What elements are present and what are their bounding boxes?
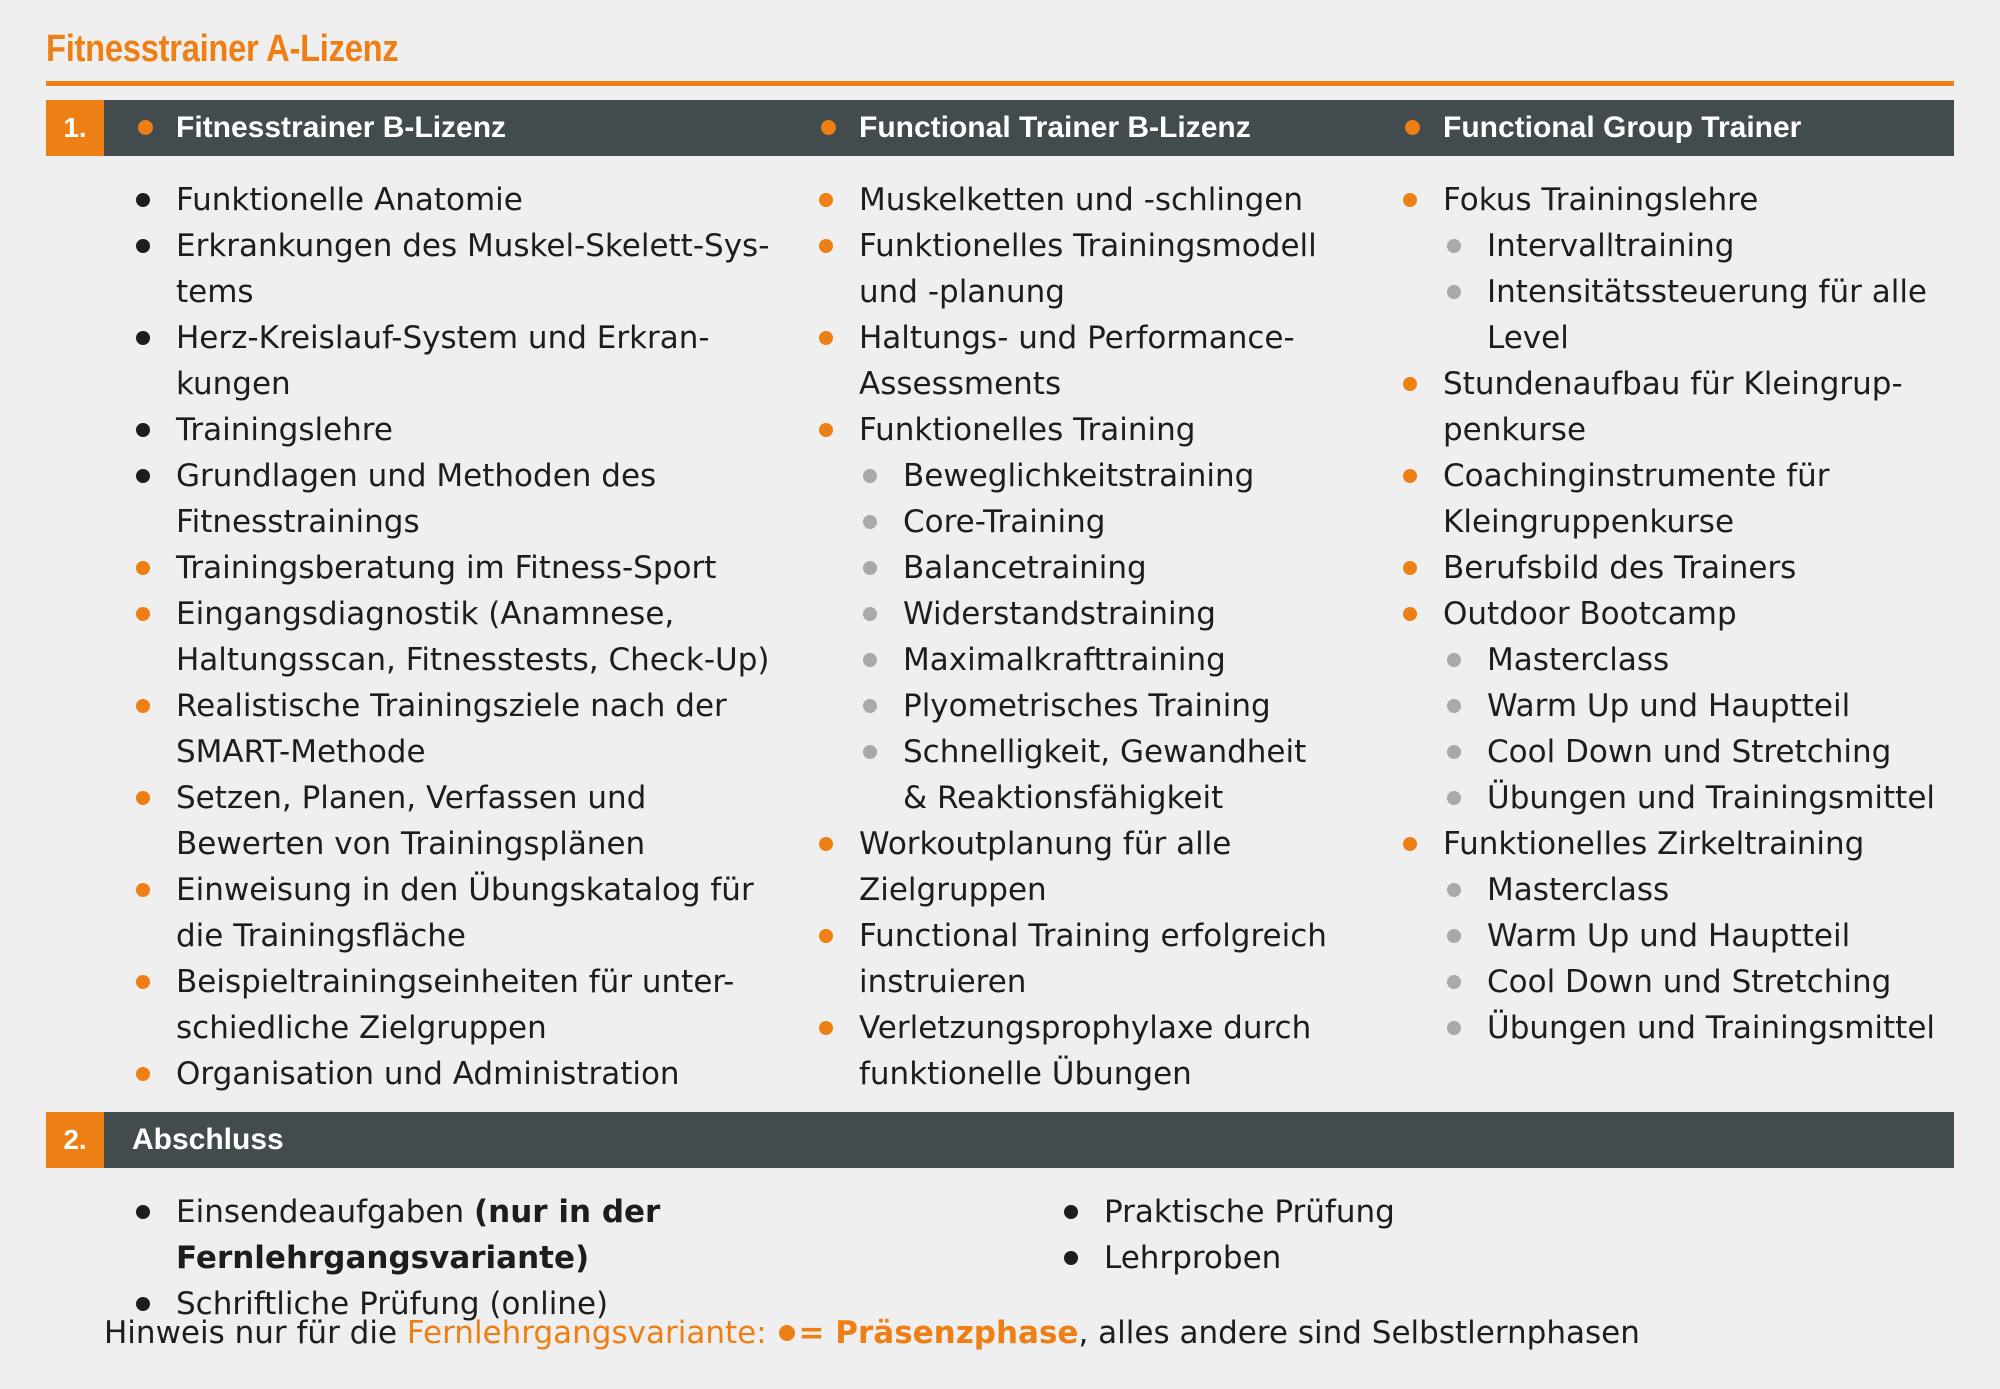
list-item: [1403, 177, 1943, 223]
orange-bullet-icon: [138, 120, 153, 135]
list-item: [136, 1051, 776, 1097]
list-item-text: Übungen und Trainingsmittel: [1487, 780, 1936, 816]
note-legend: = Präsenzphase: [798, 1315, 1079, 1351]
list-item-text: Verletzungsprophylaxe durch funktionelle Übungen: [859, 1010, 1312, 1092]
list-item-text: Schriftliche Prüfung (online): [176, 1286, 609, 1322]
section-2-heading: Abschluss: [132, 1123, 284, 1156]
grey-bullet-icon: [863, 653, 877, 667]
orange-bullet-icon: [819, 929, 833, 943]
grey-bullet-icon: [1447, 745, 1461, 759]
section-2-header-bar: [46, 1112, 1954, 1168]
orange-bullet-icon: [1403, 193, 1417, 207]
list-item-text: Muskelketten und -schlingen: [859, 182, 1304, 218]
list-item: [1403, 775, 1943, 821]
black-bullet-icon: [136, 423, 150, 437]
column-1-list: [136, 177, 776, 1097]
list-item: [136, 775, 776, 867]
list-item-text: Einsendeaufgaben: [176, 1194, 474, 1230]
list-item: [136, 453, 776, 545]
orange-bullet-icon: [136, 883, 150, 897]
orange-bullet-icon: [136, 699, 150, 713]
list-item-text: Coachinginstrumente für Kleingruppenkurse: [1443, 458, 1830, 540]
column-1-heading: Fitnesstrainer B-Lizenz: [176, 111, 507, 144]
list-item-text: Maximalkrafttraining: [903, 642, 1226, 678]
black-bullet-icon: [136, 469, 150, 483]
column-3-heading: Functional Group Trainer: [1443, 111, 1802, 144]
grey-bullet-icon: [863, 699, 877, 713]
list-item: [136, 177, 776, 223]
list-item-text: Cool Down und Stretching: [1487, 964, 1892, 1000]
list-item-text: Eingangsdiagnostik (Anamnese, Haltungsscan, Fitnesstests, Check-Up): [176, 596, 770, 678]
list-item: [1403, 1005, 1943, 1051]
orange-bullet-icon: [1403, 469, 1417, 483]
list-item-text: Core-Training: [903, 504, 1106, 540]
list-item: [1403, 637, 1943, 683]
orange-bullet-icon: [136, 607, 150, 621]
list-item-text: Grundlagen und Methoden des Fitnesstrainings: [176, 458, 657, 540]
list-item-text: Funktionelles Zirkeltraining: [1443, 826, 1865, 862]
list-item: [819, 729, 1339, 821]
list-item: [1403, 683, 1943, 729]
list-item-text: Erkrankungen des Muskel-Skelett-Sys-tems: [176, 228, 770, 310]
list-item: [136, 591, 776, 683]
page-title: Fitnesstrainer A-Lizenz: [46, 28, 399, 70]
list-item-text: Cool Down und Stretching: [1487, 734, 1892, 770]
list-item-text: Funktionelles Training: [859, 412, 1196, 448]
orange-bullet-icon: [136, 975, 150, 989]
list-item: [819, 591, 1339, 637]
list-item-text: Realistische Trainingsziele nach der SMART-Methode: [176, 688, 727, 770]
grey-bullet-icon: [1447, 975, 1461, 989]
grey-bullet-icon: [1447, 883, 1461, 897]
black-bullet-icon: [136, 331, 150, 345]
black-bullet-icon: [1064, 1205, 1078, 1219]
grey-bullet-icon: [1447, 1021, 1461, 1035]
orange-bullet-icon: [1405, 120, 1420, 135]
list-item-text: Intervalltraining: [1487, 228, 1735, 264]
orange-bullet-icon: [819, 239, 833, 253]
list-item-text: Intensitätssteuerung für alle Level: [1487, 274, 1928, 356]
list-item-text: Praktische Prüfung: [1104, 1194, 1395, 1230]
orange-bullet-icon: [136, 791, 150, 805]
list-item: [1403, 591, 1943, 637]
list-item: [1403, 821, 1943, 867]
list-item-text: Masterclass: [1487, 642, 1670, 678]
list-item: [1403, 729, 1943, 775]
list-item: [1403, 223, 1943, 269]
list-item-text: Übungen und Trainingsmittel: [1487, 1010, 1936, 1046]
list-item: [136, 407, 776, 453]
section-1-header-bar: [46, 100, 1954, 156]
orange-bullet-icon: [819, 331, 833, 345]
grey-bullet-icon: [1447, 929, 1461, 943]
grey-bullet-icon: [863, 515, 877, 529]
list-item: [819, 683, 1339, 729]
orange-bullet-icon: [1403, 837, 1417, 851]
black-bullet-icon: [136, 1205, 150, 1219]
list-item-text: Balancetraining: [903, 550, 1147, 586]
abschluss-left-list: [136, 1189, 1036, 1327]
black-bullet-icon: [136, 1297, 150, 1311]
section-1-number: 1.: [46, 100, 104, 156]
list-item: [819, 407, 1339, 453]
orange-bullet-icon: [1403, 377, 1417, 391]
list-item: [1064, 1235, 1664, 1281]
list-item-text: Trainingsberatung im Fitness-Sport: [176, 550, 717, 586]
orange-bullet-icon: [136, 1067, 150, 1081]
black-bullet-icon: [136, 239, 150, 253]
list-item: [819, 315, 1339, 407]
list-item: [136, 223, 776, 315]
black-bullet-icon: [1064, 1251, 1078, 1265]
list-item: [819, 499, 1339, 545]
grey-bullet-icon: [863, 607, 877, 621]
list-item-text: Funktionelles Trainingsmodell und -planung: [859, 228, 1317, 310]
list-item-text: Widerstandstraining: [903, 596, 1216, 632]
list-item: [136, 867, 776, 959]
list-item-text: Warm Up und Hauptteil: [1487, 688, 1851, 724]
list-item: [819, 821, 1339, 913]
list-item-text: Funktionelle Anatomie: [176, 182, 523, 218]
grey-bullet-icon: [1447, 239, 1461, 253]
list-item: [1403, 269, 1943, 361]
orange-bullet-icon: [1403, 607, 1417, 621]
list-item: [1403, 913, 1943, 959]
column-2-list: [819, 177, 1339, 1097]
orange-bullet-icon: [819, 1021, 833, 1035]
list-item: [136, 959, 776, 1051]
grey-bullet-icon: [1447, 653, 1461, 667]
legend-note: [104, 1310, 1640, 1356]
list-item: [819, 1005, 1339, 1097]
list-item-text: Outdoor Bootcamp: [1443, 596, 1737, 632]
list-item: [819, 913, 1339, 1005]
list-item-text: Masterclass: [1487, 872, 1670, 908]
grey-bullet-icon: [1447, 285, 1461, 299]
list-item: [136, 545, 776, 591]
list-item: [1064, 1189, 1664, 1235]
list-item: [136, 1189, 1036, 1281]
orange-bullet-icon: [819, 193, 833, 207]
list-item-text: Stundenaufbau für Kleingrup-penkurse: [1443, 366, 1903, 448]
grey-bullet-icon: [1447, 699, 1461, 713]
orange-bullet-icon: [819, 423, 833, 437]
orange-bullet-icon: [821, 120, 836, 135]
list-item-text: Plyometrisches Training: [903, 688, 1271, 724]
note-suffix: , alles andere sind Selbstlernphasen: [1078, 1315, 1640, 1351]
orange-bullet-icon: [819, 837, 833, 851]
list-item-text: Beispieltrainingseinheiten für unter-schiedliche Zielgruppen: [176, 964, 735, 1046]
list-item: [1403, 361, 1943, 453]
orange-bullet-icon: [779, 1325, 795, 1341]
list-item: [819, 223, 1339, 315]
black-bullet-icon: [136, 193, 150, 207]
list-item-text: Haltungs- und Performance-Assessments: [859, 320, 1295, 402]
list-item-text: Warm Up und Hauptteil: [1487, 918, 1851, 954]
list-item-text: Setzen, Planen, Verfassen und Bewerten von Trainingsplänen: [176, 780, 647, 862]
list-item-bold-text: (nur in der Fernlehrgangsvariante): [176, 1194, 661, 1276]
orange-bullet-icon: [136, 561, 150, 575]
grey-bullet-icon: [863, 469, 877, 483]
grey-bullet-icon: [1447, 791, 1461, 805]
section-2-number: 2.: [46, 1112, 104, 1168]
list-item-text: Berufsbild des Trainers: [1443, 550, 1797, 586]
list-item-text: Einweisung in den Übungskatalog für die Trainingsfläche: [176, 872, 754, 954]
list-item-text: Workoutplanung für alle Zielgruppen: [859, 826, 1232, 908]
list-item-text: Beweglichkeitstraining: [903, 458, 1255, 494]
list-item-text: Functional Training erfolgreich instruieren: [859, 918, 1327, 1000]
list-item-text: Herz-Kreislauf-System und Erkran-kungen: [176, 320, 710, 402]
list-item: [1403, 453, 1943, 545]
list-item-text: Trainingslehre: [176, 412, 393, 448]
list-item-text: Organisation und Administration: [176, 1056, 680, 1092]
list-item-text: Lehrproben: [1104, 1240, 1282, 1276]
list-item: [819, 453, 1339, 499]
grey-bullet-icon: [863, 561, 877, 575]
orange-bullet-icon: [1403, 561, 1417, 575]
title-divider: [46, 81, 1954, 86]
list-item: [1403, 867, 1943, 913]
grey-bullet-icon: [863, 745, 877, 759]
abschluss-right-list: [1064, 1189, 1664, 1281]
list-item-text: Fokus Trainingslehre: [1443, 182, 1759, 218]
list-item: [136, 683, 776, 775]
list-item: [819, 545, 1339, 591]
list-item: [819, 637, 1339, 683]
column-2-heading: Functional Trainer B-Lizenz: [859, 111, 1251, 144]
note-prefix: Hinweis nur für die: [104, 1315, 407, 1351]
list-item: [1403, 545, 1943, 591]
note-highlight: Fernlehrgangsvariante:: [406, 1315, 777, 1351]
list-item: [136, 315, 776, 407]
column-3-list: [1403, 177, 1943, 1051]
list-item: [819, 177, 1339, 223]
list-item: [1403, 959, 1943, 1005]
list-item-text: Schnelligkeit, Gewandheit & Reaktionsfähigkeit: [903, 734, 1307, 816]
